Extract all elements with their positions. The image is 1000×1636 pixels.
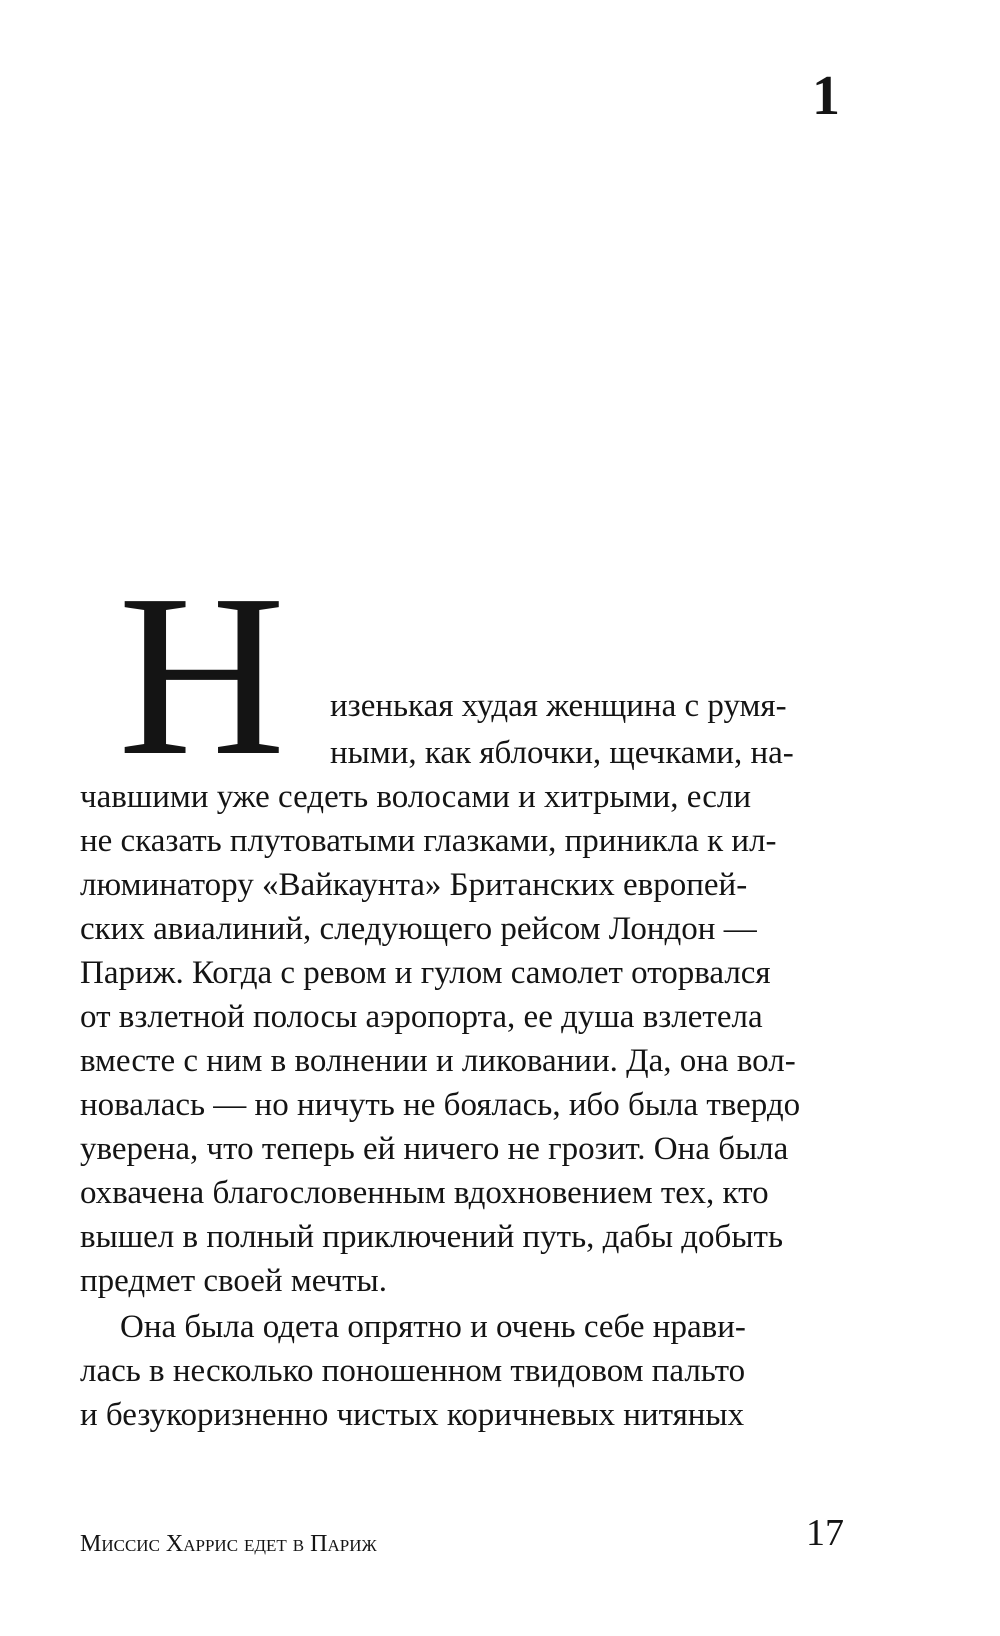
drop-cap: Н <box>118 547 286 804</box>
text-line: вместе с ним в волнении и ликовании. Да, она вол- <box>80 1043 796 1079</box>
page-number: 17 <box>806 1512 844 1554</box>
text-line: изенькая худая женщина с румя- <box>330 688 787 724</box>
text-line: не сказать плутоватыми глазками, приникла к ил- <box>80 823 777 859</box>
text-line: новалась — но ничуть не боялась, ибо была твердо <box>80 1087 801 1123</box>
text-line: люминатору «Вайкаунта» Британских европей- <box>80 867 748 903</box>
text-line: и безукоризненно чистых коричневых нитяных <box>80 1397 745 1433</box>
text-line: ными, как яблочки, щечками, на- <box>330 735 794 771</box>
text-line: предмет своей мечты. <box>80 1263 387 1299</box>
text-line: ских авиалиний, следующего рейсом Лондон — <box>80 911 757 947</box>
text-line: лась в несколько поношенном твидовом пальто <box>80 1353 746 1389</box>
text-line: охвачена благословенным вдохновением тех, кто <box>80 1175 769 1211</box>
text-line: от взлетной полосы аэропорта, ее душа взлетела <box>80 999 763 1035</box>
running-footer-title: Миссис Харрис едет в Париж <box>80 1531 377 1557</box>
text-line: Она была одета опрятно и очень себе нрави- <box>120 1309 746 1345</box>
text-line: уверена, что теперь ей ничего не грозит. Она была <box>80 1131 789 1167</box>
chapter-number: 1 <box>812 65 840 127</box>
text-line: вышел в полный приключений путь, дабы добыть <box>80 1219 783 1255</box>
text-line: Париж. Когда с ревом и гулом самолет оторвался <box>80 955 771 991</box>
text-line: чавшими уже седеть волосами и хитрыми, если <box>80 779 751 815</box>
